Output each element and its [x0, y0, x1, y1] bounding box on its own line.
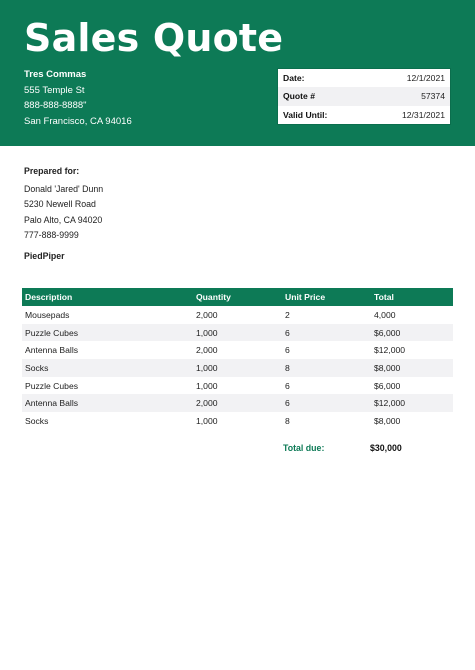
prepared-for-block — [24, 164, 103, 244]
table-row — [22, 341, 453, 359]
valid-until-value: 12/31/2021 — [401, 109, 445, 120]
table-row — [22, 324, 453, 342]
client-phone: 777-888-9999 — [24, 230, 79, 240]
cell-total: $8,000 — [374, 415, 401, 426]
table-row — [22, 394, 453, 412]
line-items-table — [22, 288, 453, 430]
date-value: 12/1/2021 — [406, 73, 445, 84]
table-row — [22, 359, 453, 377]
total-due-label: Total due: — [283, 443, 325, 453]
cell-quantity: 1,000 — [193, 324, 282, 342]
total-due-value: $30,000 — [370, 443, 402, 453]
cell-description: Antenna Balls — [25, 345, 79, 356]
meta-row-date — [278, 69, 450, 87]
document-title: Sales Quote — [24, 16, 284, 60]
header-banner — [0, 0, 475, 146]
cell-description: Socks — [22, 359, 193, 377]
cell-quantity: 2,000 — [196, 345, 218, 356]
valid-until-label: Valid Until: — [283, 109, 328, 120]
quote-number-label: Quote # — [283, 91, 315, 102]
cell-quantity: 1,000 — [196, 415, 218, 426]
cell-unit-price: 6 — [285, 345, 290, 356]
cell-quantity: 1,000 — [196, 380, 218, 391]
cell-total: $8,000 — [371, 359, 453, 377]
column-header-quantity: Quantity — [193, 288, 282, 306]
client-street: 5230 Newell Road — [24, 199, 96, 209]
cell-unit-price: 8 — [282, 359, 371, 377]
client-city: Palo Alto, CA 94020 — [24, 214, 103, 225]
cell-total: $6,000 — [371, 324, 453, 342]
meta-row-valid-until — [278, 106, 450, 124]
seller-info — [24, 67, 132, 129]
date-label: Date: — [283, 73, 305, 84]
cell-description: Antenna Balls — [22, 394, 193, 412]
cell-total: $6,000 — [374, 380, 401, 391]
meta-row-quote-number — [278, 87, 450, 105]
table-header-row — [22, 288, 453, 306]
cell-unit-price: 6 — [282, 324, 371, 342]
table-row — [22, 306, 453, 324]
cell-total: $12,000 — [374, 345, 406, 356]
quote-number-value: 57374 — [421, 91, 445, 102]
cell-total: $12,000 — [371, 394, 453, 412]
column-header-description: Description — [22, 288, 193, 306]
cell-unit-price: 6 — [282, 394, 371, 412]
client-name: Donald 'Jared' Dunn — [24, 183, 104, 194]
cell-unit-price: 6 — [285, 380, 290, 391]
cell-description: Puzzle Cubes — [22, 324, 193, 342]
seller-name: Tres Commas — [24, 69, 87, 80]
seller-phone: 888-888-8888" — [24, 100, 87, 111]
column-header-unit-price: Unit Price — [282, 288, 371, 306]
cell-description: Mousepads — [25, 309, 70, 320]
cell-description: Socks — [25, 415, 49, 426]
table-row — [22, 377, 453, 395]
prepared-for-label: Prepared for: — [24, 166, 80, 176]
seller-city: San Francisco, CA 94016 — [24, 115, 132, 127]
cell-quantity: 1,000 — [193, 359, 282, 377]
cell-total: 4,000 — [374, 309, 396, 320]
cell-unit-price: 8 — [285, 415, 290, 426]
cell-unit-price: 2 — [285, 309, 290, 320]
client-company: PiedPiper — [24, 251, 65, 261]
cell-quantity: 2,000 — [193, 394, 282, 412]
table-row — [22, 412, 453, 430]
cell-description: Puzzle Cubes — [25, 380, 79, 391]
quote-meta-box — [277, 68, 451, 125]
column-header-total: Total — [371, 288, 453, 306]
cell-quantity: 2,000 — [196, 309, 218, 320]
seller-street: 555 Temple St — [24, 84, 85, 96]
